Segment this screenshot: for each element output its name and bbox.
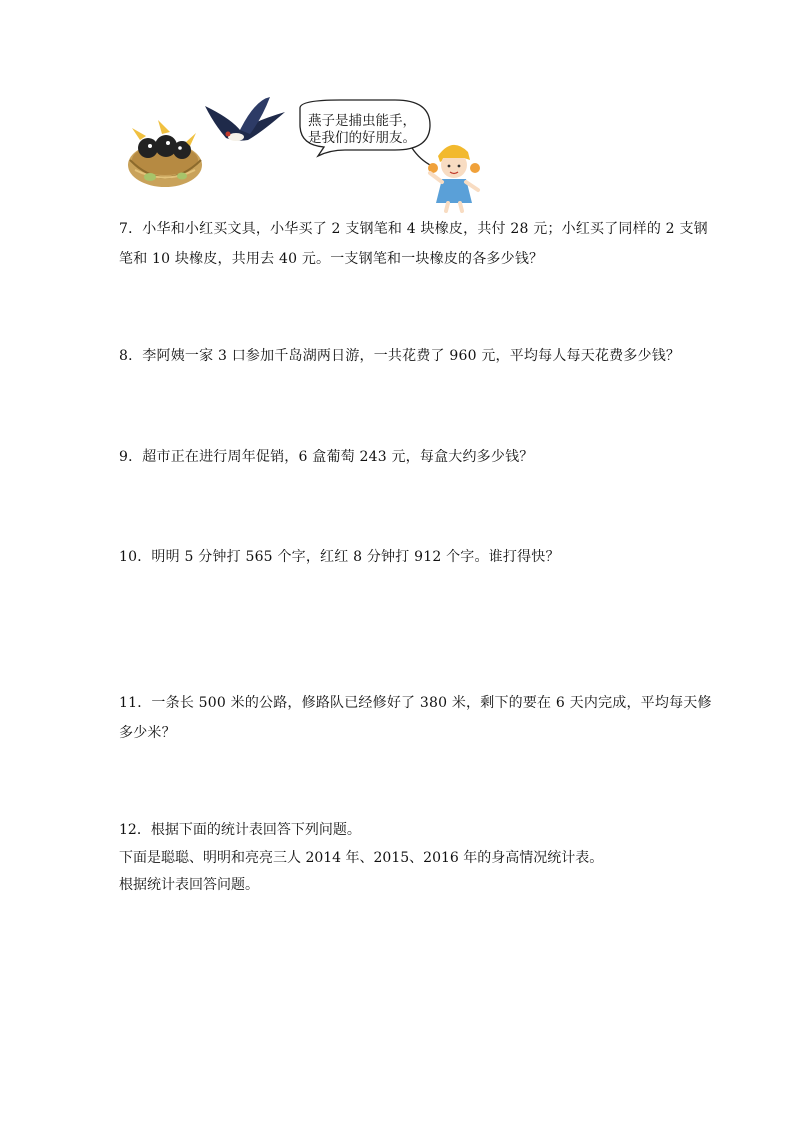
girl-character-icon <box>428 145 480 211</box>
question-12-prompt: 12．根据下面的统计表回答下列问题。 <box>119 822 361 838</box>
swallow-illustration <box>0 0 794 220</box>
question-11-line-2: 多少米？ <box>119 725 176 741</box>
speech-bubble-line-2: 是我们的好朋友。 <box>308 130 416 146</box>
question-11-line-1: 11．一条长 500 米的公路，修路队已经修好了 380 米，剩下的要在 6 天内完成，平均每天修 <box>119 695 712 711</box>
baby-swallows-icon <box>132 120 196 159</box>
question-7 <box>119 214 708 274</box>
question-9 <box>119 442 689 472</box>
flying-swallow-icon <box>205 97 285 141</box>
question-10-line-1: 10．明明 5 分钟打 565 个字，红红 8 分钟打 912 个字。谁打得快？ <box>119 549 560 565</box>
question-12-description: 下面是聪聪、明明和亮亮三人 2014 年、2015、2016 年的身高情况统计表。 <box>119 850 604 866</box>
question-12-instruction: 根据统计表回答问题。 <box>119 877 259 893</box>
speech-bubble-text <box>308 113 428 147</box>
question-7-line-2: 笔和 10 块橡皮，共用去 40 元。一支钢笔和一块橡皮的各多少钱？ <box>119 251 544 267</box>
question-8-line-1: 8．李阿姨一家 3 口参加千岛湖两日游，一共花费了 960 元，平均每人每天花费多少钱？ <box>119 348 681 364</box>
question-8 <box>119 341 689 371</box>
question-10 <box>119 542 689 572</box>
question-11 <box>119 688 712 748</box>
question-9-line-1: 9．超市正在进行周年促销，6 盒葡萄 243 元，每盒大约多少钱？ <box>119 449 534 465</box>
speech-bubble-line-1: 燕子是捕虫能手， <box>308 113 416 129</box>
question-7-line-1: 7．小华和小红买文具，小华买了 2 支钢笔和 4 块橡皮，共付 28 元；小红买了同样的 2 支钢 <box>119 221 708 237</box>
